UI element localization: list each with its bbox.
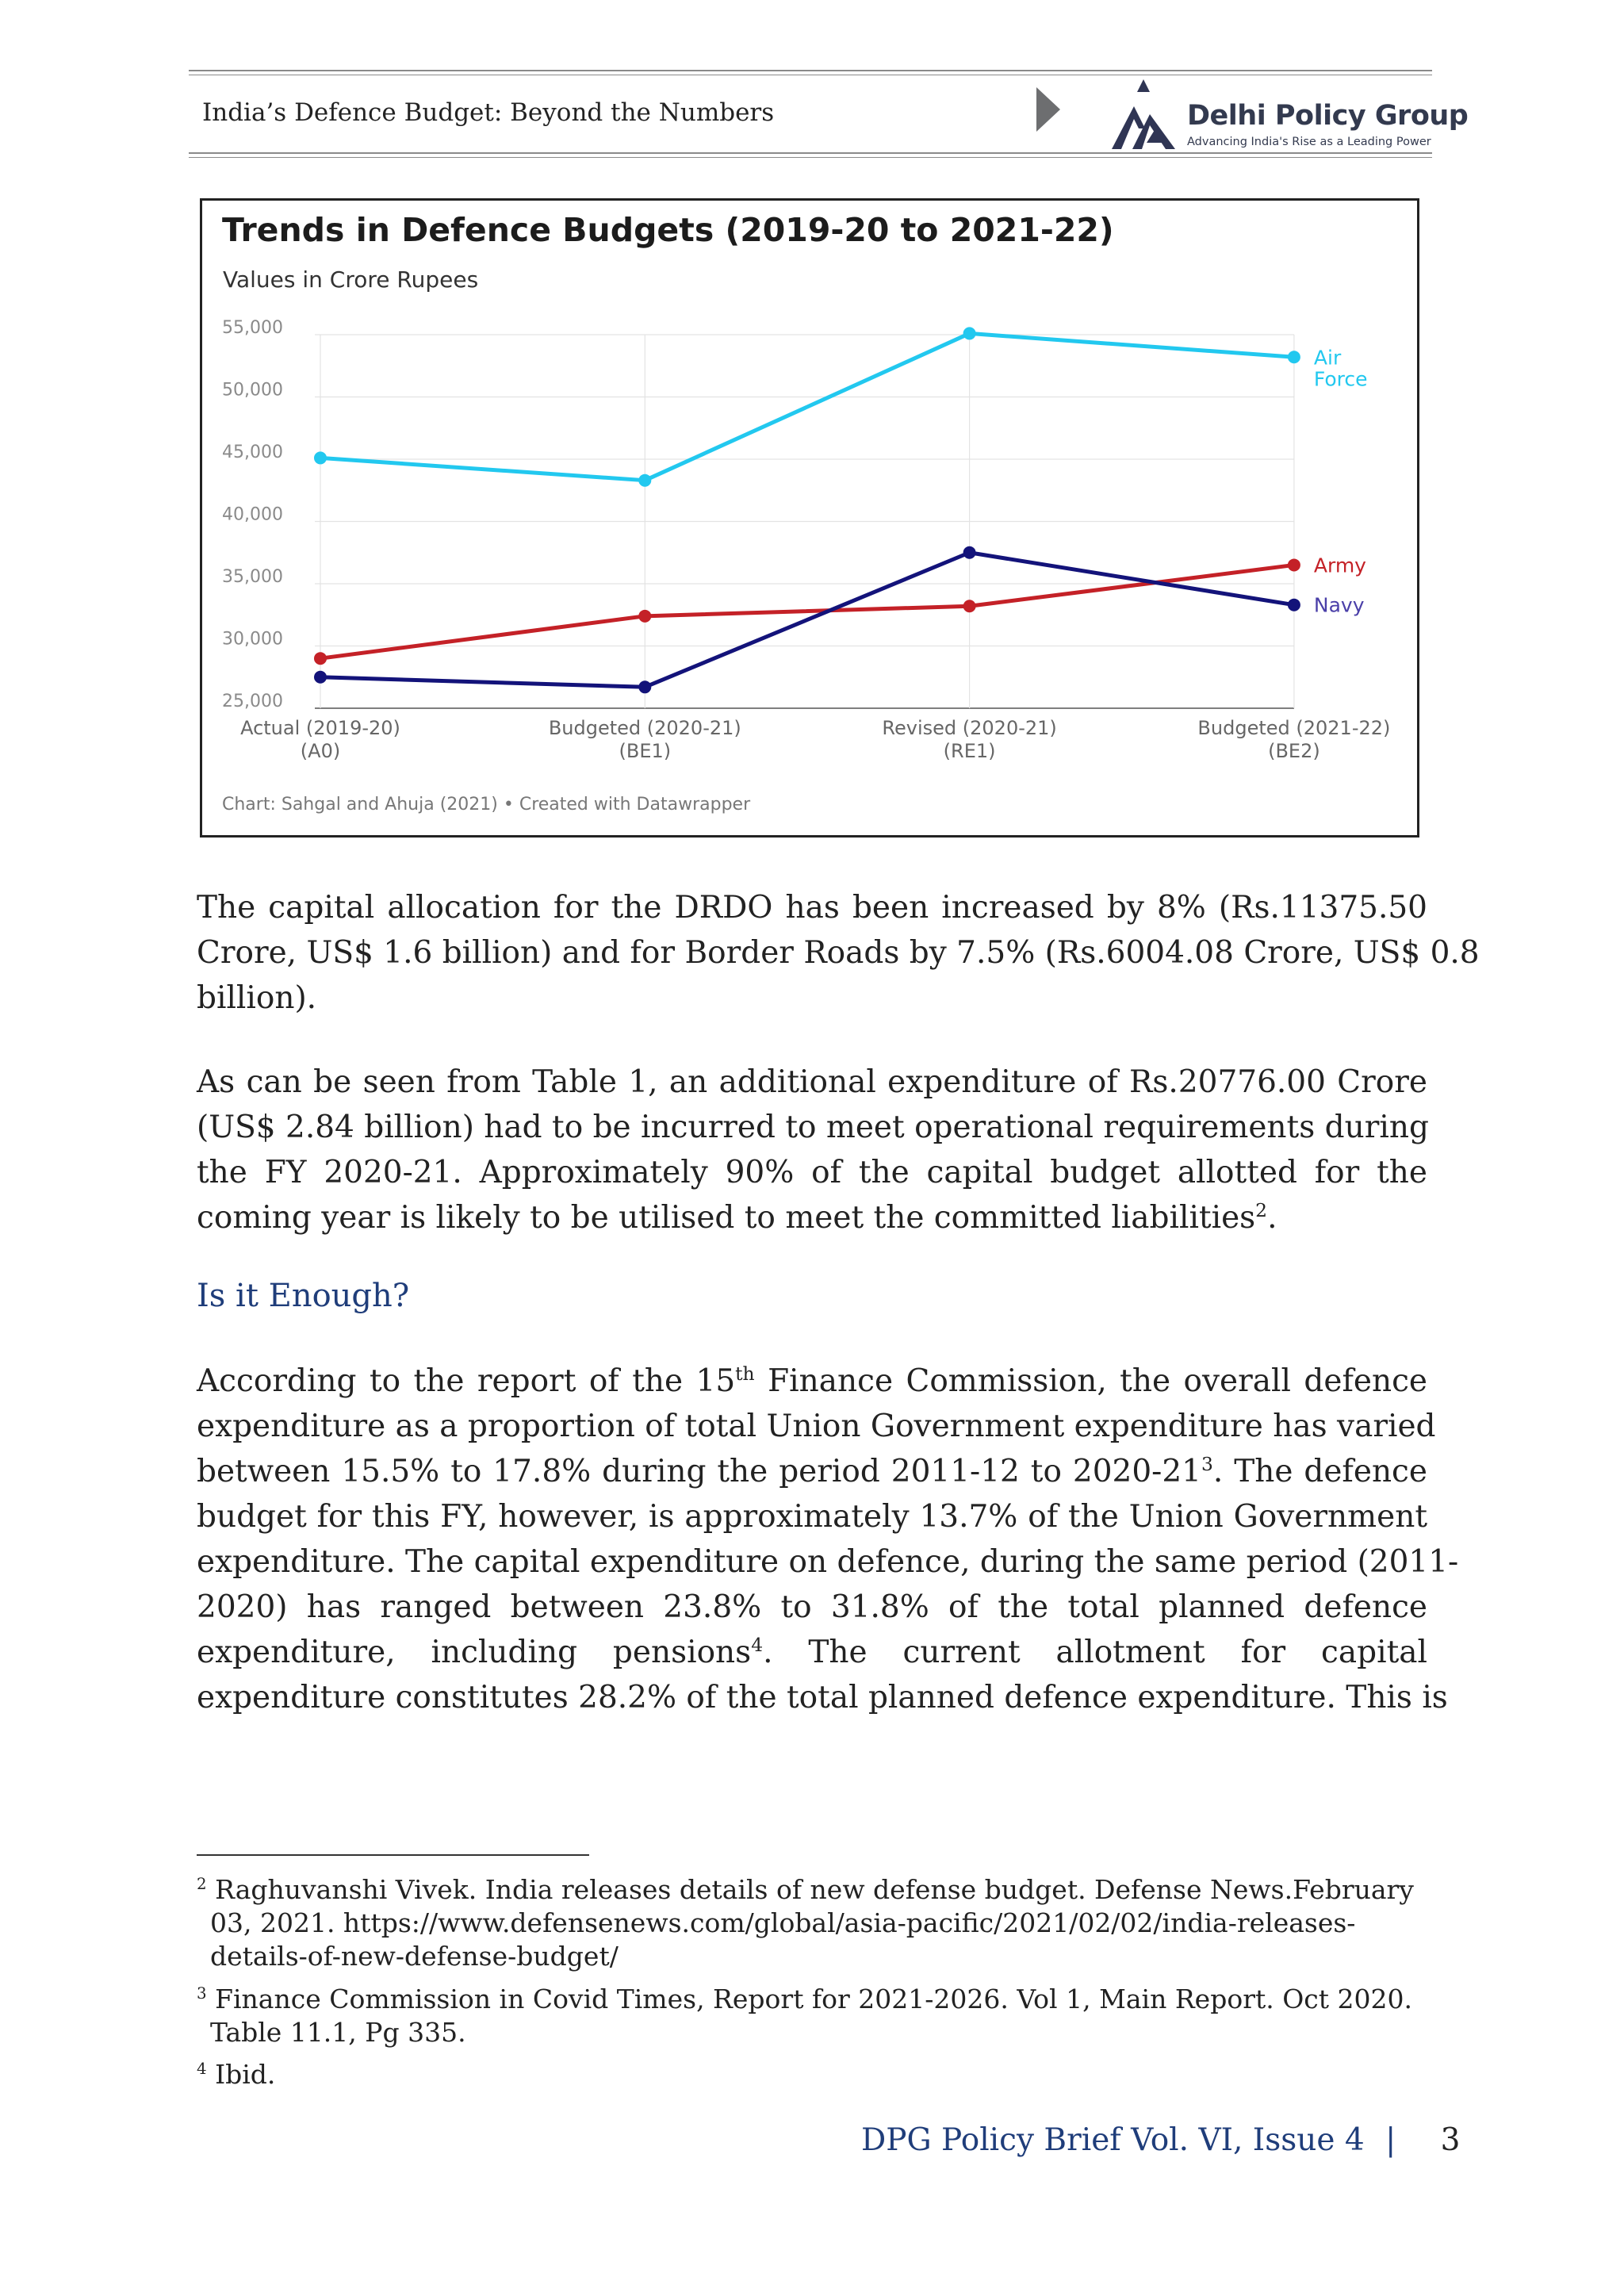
footnote-text: Ibid. [215, 2059, 276, 2090]
text-line [197, 1195, 1427, 1240]
text-line [197, 1359, 1427, 1404]
data-point-navy [963, 546, 976, 559]
series-label-army: Army [1313, 554, 1366, 577]
data-point-army [1288, 558, 1300, 571]
footnote-link-cont[interactable]: details-of-new-defense-budget/ [210, 1941, 619, 1972]
x-tick-label: Budgeted (2021-22) [1197, 717, 1391, 739]
text-fragment: coming year is likely to be utilised to meet the committed liabilities [197, 1200, 1256, 1236]
header-arrow-icon [1036, 87, 1060, 132]
footnote-2 [197, 1873, 1434, 1973]
header-rule-bottom [189, 152, 1432, 154]
y-tick-label: 55,000 [222, 318, 283, 338]
data-point-navy [1288, 599, 1300, 611]
chart-source-note: Chart: Sahgal and Ahuja (2021) • Created with Datawrapper [222, 795, 751, 815]
text-fragment: According to the report of the 15 [197, 1363, 736, 1399]
series-line-navy [320, 553, 1294, 688]
y-tick-label: 45,000 [222, 443, 283, 462]
data-point-navy [314, 671, 327, 684]
data-point-air-force [1288, 351, 1300, 363]
text-line [197, 1449, 1427, 1494]
text-line: As can be seen from Table 1, an additional expenditure of Rs.20776.00 Crore [197, 1064, 1427, 1100]
footnote-number: 2 [197, 1875, 207, 1893]
x-tick-label: Budgeted (2020-21) [548, 717, 741, 739]
paragraph-additional-expenditure [197, 1060, 1427, 1240]
data-point-navy [638, 680, 651, 693]
data-point-air-force [638, 474, 651, 487]
text-line: billion). [197, 980, 317, 1016]
data-point-army [638, 610, 651, 623]
footnote-ref-2[interactable]: 2 [1255, 1199, 1268, 1221]
org-tagline: Advancing India's Rise as a Leading Power [1187, 136, 1431, 148]
section-heading: Is it Enough? [197, 1278, 410, 1314]
y-tick-label: 25,000 [222, 692, 283, 711]
text-fragment: . The current allotment for capital [763, 1635, 1427, 1670]
page-number: 3 [1440, 2122, 1461, 2158]
text-line: expenditure as a proportion of total Union Government expenditure has varied [197, 1409, 1436, 1444]
footnote-text: Raghuvanshi Vivek. India releases details of new defense budget. Defense News.February [215, 1874, 1414, 1905]
footnote-text: Finance Commission in Covid Times, Report for 2021-2026. Vol 1, Main Report. Oct 2020. [215, 1984, 1412, 2014]
paragraph-drdo [197, 885, 1480, 1021]
text-fragment: . [1267, 1200, 1277, 1236]
footnote-3 [197, 1983, 1434, 2049]
text-line: Crore, US$ 1.6 billion) and for Border Roads by 7.5% (Rs.6004.08 Crore, US$ 0.8 [197, 935, 1480, 971]
footnote-number: 3 [197, 1984, 207, 2003]
footnote-4 [197, 2058, 1434, 2091]
data-point-air-force [963, 327, 976, 339]
y-tick-label: 30,000 [222, 629, 283, 650]
chart-subtitle: Values in Crore Rupees [223, 266, 479, 293]
footnote-text-cont: Table 11.1, Pg 335. [210, 2017, 466, 2048]
x-tick-label: Actual (2019-20) [240, 717, 400, 739]
text-line [197, 1630, 1427, 1675]
header-rule-top [189, 70, 1432, 71]
paragraph-finance-commission [197, 1359, 1459, 1720]
chart-title: Trends in Defence Budgets (2019-20 to 2021-22) [222, 211, 1114, 249]
y-tick-label: 35,000 [222, 567, 283, 587]
dpg-logo-icon [1104, 78, 1183, 151]
text-line: The capital allocation for the DRDO has been increased by 8% (Rs.11375.50 [197, 890, 1427, 926]
footnote-ref-4[interactable]: 4 [751, 1634, 764, 1656]
footnote-ref-3[interactable]: 3 [1201, 1453, 1213, 1475]
footer-separator: | [1385, 2122, 1396, 2158]
text-line: expenditure. The capital expenditure on defence, during the same period (2011- [197, 1544, 1459, 1580]
footnote-link[interactable]: 03, 2021. https://www.defensenews.com/global/asia-pacific/2021/02/02/india-releases- [210, 1907, 1356, 1938]
y-tick-label: 50,000 [222, 380, 283, 401]
data-point-air-force [314, 451, 327, 464]
text-fragment: expenditure, including pensions [197, 1635, 752, 1670]
text-line: expenditure constitutes 28.2% of the total planned defence expenditure. This is [197, 1680, 1448, 1715]
text-line: 2020) has ranged between 23.8% to 31.8% of the total planned defence [197, 1589, 1427, 1625]
text-line: the FY 2020-21. Approximately 90% of the capital budget allotted for the [197, 1155, 1427, 1190]
series-label-navy: Navy [1313, 593, 1365, 617]
org-name: Delhi Policy Group [1187, 100, 1469, 132]
text-fragment: between 15.5% to 17.8% during the period 2011-12 to 2020-21 [197, 1454, 1201, 1489]
line-chart [200, 198, 1419, 838]
x-tick-sublabel: (BE2) [1268, 740, 1320, 762]
x-tick-label: Revised (2020-21) [882, 717, 1057, 739]
text-fragment: . The defence [1212, 1454, 1427, 1489]
footnote-separator [197, 1854, 589, 1856]
header-rule-bottom-thin [189, 157, 1432, 158]
x-tick-sublabel: (A0) [300, 740, 341, 762]
series-label-air-force: Force [1313, 367, 1368, 391]
text-line: (US$ 2.84 billion) had to be incurred to meet operational requirements during [197, 1110, 1429, 1145]
series-line-army [320, 565, 1294, 658]
x-tick-sublabel: (RE1) [943, 740, 996, 762]
y-tick-label: 40,000 [222, 504, 283, 525]
text-line: budget for this FY, however, is approximately 13.7% of the Union Government [197, 1499, 1427, 1535]
page-footer [861, 2122, 1460, 2158]
data-point-army [314, 652, 327, 665]
data-point-army [963, 600, 976, 612]
text-fragment: Finance Commission, the overall defence [754, 1363, 1427, 1399]
series-label-air-force: Air [1313, 346, 1342, 370]
x-tick-sublabel: (BE1) [619, 740, 672, 762]
running-header-title: India’s Defence Budget: Beyond the Numbers [202, 98, 775, 127]
footnote-number: 4 [197, 2060, 207, 2078]
footer-series: DPG Policy Brief Vol. VI, Issue 4 [861, 2122, 1365, 2158]
series-line-air-force [320, 333, 1294, 480]
ordinal-sup: th [735, 1363, 755, 1385]
